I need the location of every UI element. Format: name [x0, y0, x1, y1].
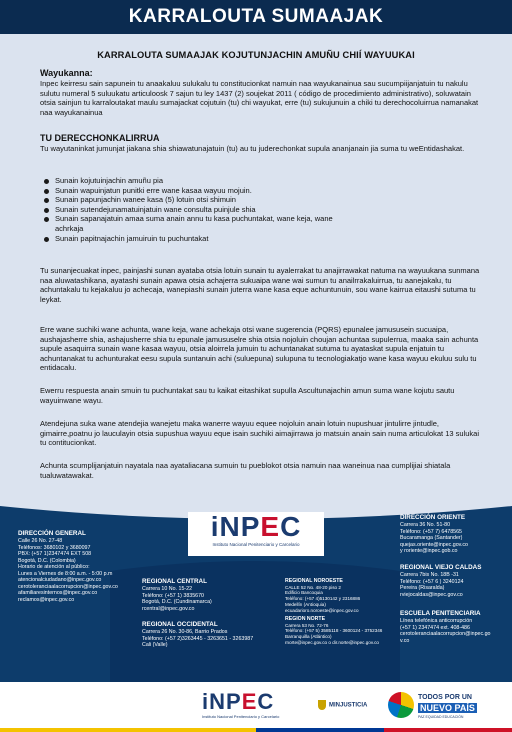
list-item: Sunain sapanajatuin amaa suma anain annu tu kasa puchuntakat, wane keja, wane achrkaja — [44, 214, 344, 233]
regional-noroeste: REGIONAL NOROESTE CALLE 52 No. 48-20 piso 2 Edificio Bancoquia Teléfono: (+57 4)5130142 y 2316886 Medellín (Antioquia) ecuadarioro.noroeste@inpec.gov.co — [285, 578, 361, 613]
paragraph: Achunta scumplijanjatuin nayatala naa ayataliacana sumuin tu pueblokot otsia namuin naa waneinua naa cumplijiai shiatala tualuwatawakat. — [40, 461, 451, 480]
contact-footer — [0, 496, 512, 682]
regional-occidental: REGIONAL OCCIDENTAL Carrera 26 No. 30-86, Barrio Prados Teléfono: (+57 2)3263445 - 3263651 - 3263987 Cali (Valle) — [142, 621, 254, 648]
list-item: Sunain wapuinjatun punitki erre wane kasaa wayuu mojuin. — [44, 186, 344, 196]
paragraph: Tu sunanjecuakat inpec, painjashi sunan ayataba otsia lotuin sunain tu ayalerrakat tu anajirrawakat natuma na wayuukana sunmana naa aluwatashikana, ayatashi sunain apawa otsia achajerra sukuaipa wane wai sumun tu anailrrakaluirrua, tu aanejakalu, tu achuntakalu tu kejakaluu jo achecaja, wanepiashi sunain juterra wane kasa eque achuntunuin, sou wane kairrua eitaushi sutuma tu leykat. — [40, 266, 480, 304]
list-item: Sunain kojutuinjachin amuñu pia — [44, 176, 344, 186]
page-banner-title: KARRALOUTA SUMAAJAK — [0, 0, 512, 34]
document-subtitle: KARRALOUTA SUMAAJAK KOJUTUNJACHIN AMUÑU CHIÍ WAYUUKAI — [97, 50, 415, 60]
colombia-flag-stripe — [0, 728, 512, 732]
paragraph: Erre wane suchiki wane achunta, wane keja, wane achekaja otsi wane sugerencia (PQRS) epunalee jamususein sucuaipa, aushajasherre shia, ashajusherre shia tu epunale jamususelre shia otsia nojoluin choujan achuntaa supulerrua, maaka sain achunta supule asaquirra sunain wane kasaa wayuu, otsia aloirrela jumuin tu achuntanakat sutuma tu ayataskat supula enjatuin tu achuntanakat tu achunturakat eesu supula suntanuin achi (suluepuna) sulupuna tu tecnologiakatjo wane kasa wayuu ekuluu sulu tu entidacalu. — [40, 325, 479, 373]
inpec-logo: iNPEC Instituto Nacional Penitenciario y Carcelario — [188, 512, 324, 556]
inpec-logo-bottom: iNPEC Instituto Nacional Penitenciario y Carcelario — [202, 689, 280, 719]
minjusticia-logo: MINJUSTICIA — [318, 700, 367, 710]
derechos-heading: TU DERECCHONKALIRRUA — [40, 133, 160, 143]
regional-viejo-caldas: REGIONAL VIEJO CALDAS Carrera 7bis No. 18B -31 Teléfono: (+57 6 ) 3240124 Pereira (Risaralda) rviejocaldas@inpec.gov.co — [400, 564, 482, 598]
colombia-emblem-icon — [388, 692, 414, 718]
region-norte: REGION NORTE Carrera 53 No. 72-76 Teléfono: (+57 5) 3585118 - 3600124 - 3752346 Barranquilla (Atlántico) rnorte@inpec.gov.co o dir.norte@inpec.gov.co — [285, 616, 383, 645]
direccion-general: DIRECCIÓN GENERAL Calle 26 No. 27-48 Teléfonos: 3680102 y 3680097 PBX: (+57 1)2347474 EXT 508 Bogotá, D.C. (Colombia) Horario de atención al público: Lunes a Viernes de 8:00 a.m. - 5:00 p.m atencionalciudadano@inpec.gov.co cerotoleranciaalacorrupcion@inpec.gov.co afamiliaresinternos@inpec.gov.co reclamos@inpec.gov.co — [18, 530, 118, 603]
wayukanna-text: Inpec keirresu sain sapunein tu anaakaluu sulukalu tu constitucionkat namuin naa wayukanainua sau sucumpiijanjatuin tu nakulu sulutu numeral 5 suluukatu articuloosk 7 sajun tu ley 1437 (2) soujekat 2011 ( código de procedimiento administrativo), soluwatain otsia sainjun tu karraloutakat maulu sumajackat cojutuin (tu) chi wayukat, erre (tu) sukujunuin a chiki tu derechocoluirrua namanakat naa wayukanainua — [40, 79, 479, 117]
rights-list — [44, 176, 344, 243]
list-item: Sunain papitnajachin jamuiruin tu puchuntakat — [44, 234, 344, 244]
regional-central: REGIONAL CENTRAL Carrera 10 No. 15-22 Teléfono: (+57 1) 3835670 Bogotá, D.C. (Cundinamarca) rcentral@inpec.gov.co — [142, 578, 212, 612]
direccion-oriente: DIRECCIÓN ORIENTE Carrera 36 No. 51-80 Teléfono: (+57 7) 6478565 Bucaramanga (Santander) quejas.oriente@inpec.gov.co y roriente@inpec.gob.co — [400, 514, 469, 554]
coat-of-arms-icon — [318, 700, 326, 710]
derechos-intro: Tu wayutaninkat jumunjat jiakana shia shiawatunajatuin (tu) au tu juderechonkat supula ananjanain jia suma tu weEntidashakat. — [40, 144, 465, 153]
escuela-penitenciaria: ESCUELA PENITENCIARIA Línea telefónica anticorrupción (+57 1) 2347474 ext. 408-486 cerotoleranciaalacorrupcion@inpec.go v.co — [400, 610, 491, 644]
paragraph: Atendejuna suka wane atendejia wanejetu maka wanerre wayuu equee nojoluin anain lotuin nupushuar jintulirre jintudle, gimairre,poatnu jo lauculayin otsia supushua wayuu eque isain suchiki aimajirrawa jo matsuin anain sain numa articulokat 13 sulukai tu contitucionkat. — [40, 419, 479, 448]
list-item: Sunain papunjachin wanee kasa (5) lotuin otsi shimuin — [44, 195, 344, 205]
document-body — [0, 34, 512, 496]
list-item: Sunain sutendejunamatuinjatuin wane consulta puinjule shia — [44, 205, 344, 215]
logos-strip — [0, 682, 512, 732]
paragraph: Ewerru respuesta anain smuin tu puchuntakat sau tu kaikat eitashikat supulla Ascultunajachin amun suma wane kojutu sautu wayuinwane wayu. — [40, 386, 455, 405]
todos-por-un-nuevo-pais-logo: TODOS POR UN NUEVO PAÍS PAZ EQUIDAD EDUCACIÓN — [388, 690, 506, 722]
wayukanna-heading: Wayukanna: — [40, 68, 93, 78]
